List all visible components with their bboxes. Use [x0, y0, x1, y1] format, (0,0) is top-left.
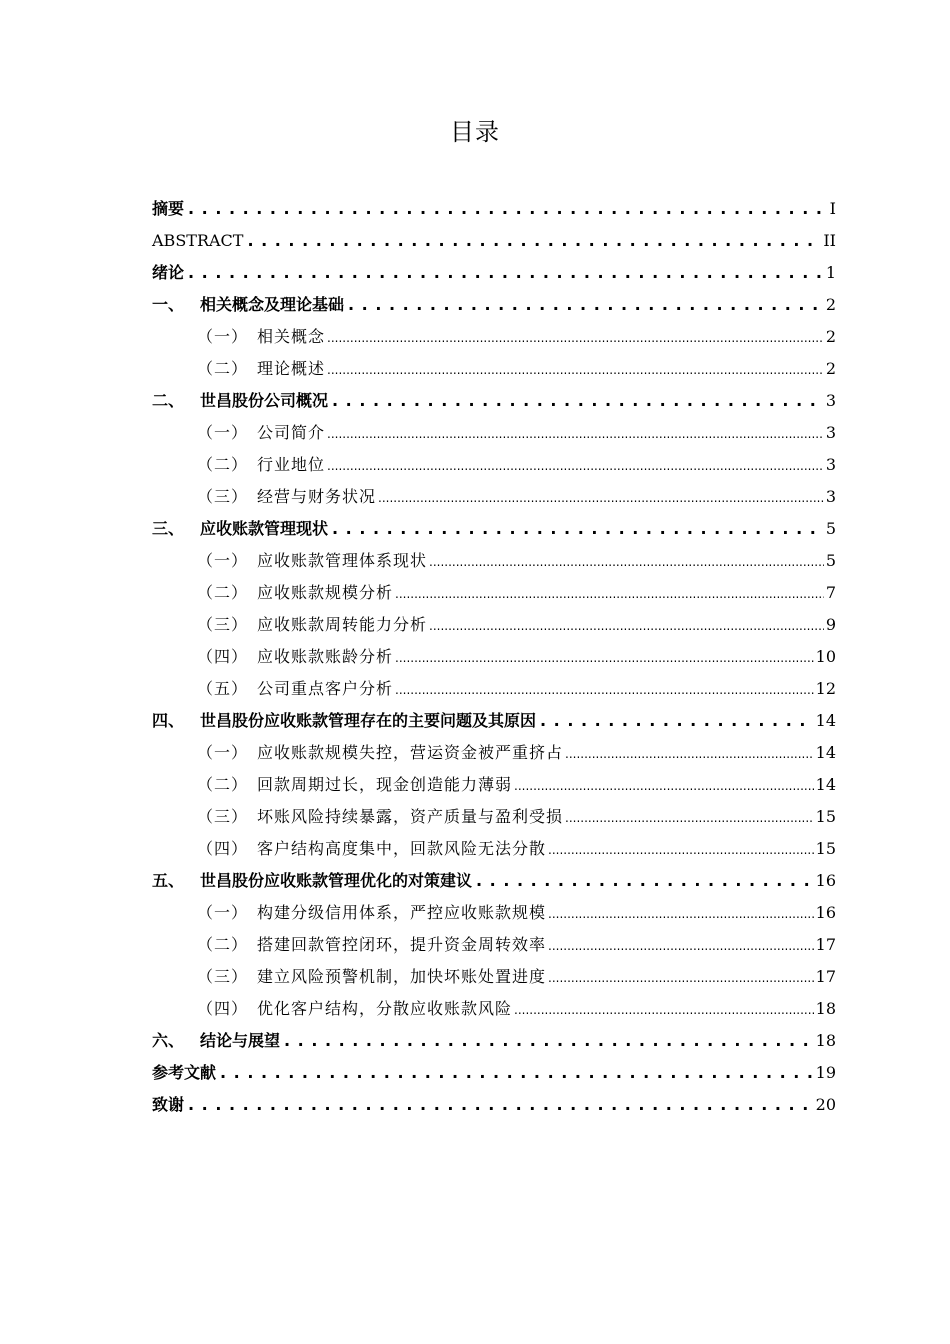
toc-entry-page: 5 [825, 519, 836, 538]
toc-entry-label: 相关概念及理论基础 [200, 295, 345, 314]
toc-entry-label: 摘要 [152, 199, 185, 218]
dot-leader [514, 769, 814, 802]
toc-entry-page: 3 [825, 487, 836, 506]
toc-entry[interactable] [152, 289, 836, 321]
toc-entry[interactable] [152, 193, 836, 225]
dot-leader [247, 225, 819, 257]
toc-entry-label: 绪论 [152, 263, 185, 282]
dot-leader [332, 385, 822, 417]
toc-entry-page: 14 [815, 775, 836, 794]
toc-entry[interactable] [152, 257, 836, 289]
toc-entry-page: 3 [825, 423, 836, 442]
dot-leader [395, 673, 814, 706]
toc-entry-number: （二） [197, 935, 249, 954]
dot-leader [429, 545, 824, 578]
toc-entry[interactable] [152, 641, 836, 673]
toc-entry-number: （一） [197, 423, 249, 442]
toc-entry-label: 公司简介 [257, 423, 326, 442]
toc-entry-page: 19 [815, 1063, 836, 1082]
toc-entry-label: 回款周期过长，现金创造能力薄弱 [257, 775, 513, 794]
dot-leader [327, 449, 824, 482]
toc-entry-number: 三、 [152, 519, 185, 538]
dot-leader [332, 513, 822, 545]
toc-entry-page: 9 [825, 615, 836, 634]
toc-entry[interactable] [152, 1089, 836, 1121]
toc-entry-page: I [829, 199, 836, 218]
dot-leader [284, 1025, 812, 1057]
toc-entry-number: （一） [197, 903, 249, 922]
toc-entry-page: 2 [825, 359, 836, 378]
toc-entry-number: 二、 [152, 391, 185, 410]
toc-entry-page: 2 [825, 327, 836, 346]
toc-entry-page: 18 [815, 999, 836, 1018]
toc-entry-label: 应收账款管理现状 [200, 519, 329, 538]
toc-entry-label: 坏账风险持续暴露，资产质量与盈利受损 [257, 807, 564, 826]
toc-entry[interactable] [152, 545, 836, 577]
toc-entry-page: 16 [815, 871, 836, 890]
toc-entry-page: II [823, 231, 836, 250]
toc-entry[interactable] [152, 417, 836, 449]
toc-entry-label: 相关概念 [257, 327, 326, 346]
toc-entry-number: （二） [197, 455, 249, 474]
dot-leader [540, 705, 812, 737]
dot-leader [327, 417, 824, 450]
toc-entry-number: （三） [197, 807, 249, 826]
toc-entry-label: 行业地位 [257, 455, 326, 474]
toc-entry[interactable] [152, 865, 836, 897]
toc-entry[interactable] [152, 769, 836, 801]
toc-entry-number: （四） [197, 999, 249, 1018]
toc-entry-label: 应收账款周转能力分析 [257, 615, 428, 634]
toc-entry-label: 公司重点客户分析 [257, 679, 394, 698]
dot-leader [327, 321, 824, 354]
toc-entry-page: 10 [815, 647, 836, 666]
toc-entry-number: （四） [197, 839, 249, 858]
toc-entry-label: 理论概述 [257, 359, 326, 378]
toc-entry-number: 一、 [152, 295, 185, 314]
toc-entry-label: 建立风险预警机制，加快坏账处置进度 [257, 967, 547, 986]
dot-leader [548, 833, 814, 866]
toc-entry[interactable] [152, 993, 836, 1025]
toc-entry[interactable] [152, 929, 836, 961]
toc-entry-number: （四） [197, 647, 249, 666]
toc-entry-number: （三） [197, 967, 249, 986]
toc-entry[interactable] [152, 737, 836, 769]
toc-entry-label: 参考文献 [152, 1063, 217, 1082]
toc-entry-label: 客户结构高度集中，回款风险无法分散 [257, 839, 547, 858]
table-of-contents [152, 193, 836, 1121]
toc-entry-label: 搭建回款管控闭环，提升资金周转效率 [257, 935, 547, 954]
toc-entry[interactable] [152, 609, 836, 641]
toc-entry-number: 四、 [152, 711, 185, 730]
toc-entry[interactable] [152, 897, 836, 929]
toc-entry[interactable] [152, 833, 836, 865]
toc-entry[interactable] [152, 673, 836, 705]
toc-entry-label: 应收账款管理体系现状 [257, 551, 428, 570]
toc-entry-label: 优化客户结构，分散应收账款风险 [257, 999, 513, 1018]
dot-leader [395, 641, 814, 674]
dot-leader [429, 609, 824, 642]
dot-leader [188, 1089, 812, 1121]
toc-entry-page: 3 [825, 455, 836, 474]
toc-entry[interactable] [152, 225, 836, 257]
toc-entry-page: 18 [815, 1031, 836, 1050]
toc-entry[interactable] [152, 961, 836, 993]
toc-entry-page: 2 [825, 295, 836, 314]
toc-entry-page: 3 [825, 391, 836, 410]
dot-leader [565, 801, 814, 834]
toc-entry-number: （二） [197, 583, 249, 602]
toc-entry-number: 六、 [152, 1031, 185, 1050]
dot-leader [548, 897, 814, 930]
toc-entry[interactable] [152, 1057, 836, 1089]
toc-entry-label: ABSTRACT [152, 231, 244, 250]
toc-entry-number: （二） [197, 775, 249, 794]
toc-entry-page: 17 [815, 967, 836, 986]
toc-entry-label: 结论与展望 [200, 1031, 281, 1050]
dot-leader [378, 481, 824, 514]
toc-title: 目录 [450, 118, 500, 146]
toc-entry-label: 世昌股份公司概况 [200, 391, 329, 410]
toc-entry-label: 构建分级信用体系，严控应收账款规模 [257, 903, 547, 922]
toc-entry-page: 20 [815, 1095, 836, 1114]
dot-leader [565, 737, 814, 770]
toc-entry-number: （一） [197, 327, 249, 346]
toc-entry-number: （一） [197, 743, 249, 762]
toc-entry[interactable] [152, 801, 836, 833]
toc-entry[interactable] [152, 449, 836, 481]
toc-entry-page: 17 [815, 935, 836, 954]
toc-entry-page: 15 [815, 807, 836, 826]
toc-entry-page: 5 [825, 551, 836, 570]
dot-leader [395, 577, 824, 610]
toc-entry-label: 经营与财务状况 [257, 487, 377, 506]
toc-entry-label: 世昌股份应收账款管理优化的对策建议 [200, 871, 473, 890]
toc-entry-label: 应收账款规模分析 [257, 583, 394, 602]
dot-leader [548, 929, 814, 962]
toc-entry-page: 16 [815, 903, 836, 922]
toc-entry-number: （五） [197, 679, 249, 698]
dot-leader [476, 865, 812, 897]
dot-leader [514, 993, 814, 1026]
toc-entry-page: 1 [825, 263, 836, 282]
toc-entry-page: 14 [815, 743, 836, 762]
toc-entry[interactable] [152, 577, 836, 609]
toc-entry-page: 12 [815, 679, 836, 698]
toc-entry-page: 14 [815, 711, 836, 730]
toc-entry[interactable] [152, 513, 836, 545]
toc-entry-label: 应收账款账龄分析 [257, 647, 394, 666]
toc-entry[interactable] [152, 705, 836, 737]
toc-entry[interactable] [152, 385, 836, 417]
dot-leader [188, 193, 826, 225]
dot-leader [188, 257, 822, 289]
toc-entry-label: 致谢 [152, 1095, 185, 1114]
toc-entry[interactable] [152, 1025, 836, 1057]
toc-entry-number: （一） [197, 551, 249, 570]
toc-entry[interactable] [152, 353, 836, 385]
toc-entry-number: （三） [197, 487, 249, 506]
toc-entry-number: （二） [197, 359, 249, 378]
toc-entry-label: 世昌股份应收账款管理存在的主要问题及其原因 [200, 711, 537, 730]
dot-leader [548, 961, 814, 994]
toc-entry-page: 7 [825, 583, 836, 602]
toc-entry[interactable] [152, 321, 836, 353]
toc-entry-page: 15 [815, 839, 836, 858]
toc-entry-number: 五、 [152, 871, 185, 890]
toc-entry-number: （三） [197, 615, 249, 634]
dot-leader [348, 289, 822, 321]
dot-leader [220, 1057, 812, 1089]
dot-leader [327, 353, 824, 386]
toc-entry[interactable] [152, 481, 836, 513]
toc-entry-label: 应收账款规模失控，营运资金被严重挤占 [257, 743, 564, 762]
